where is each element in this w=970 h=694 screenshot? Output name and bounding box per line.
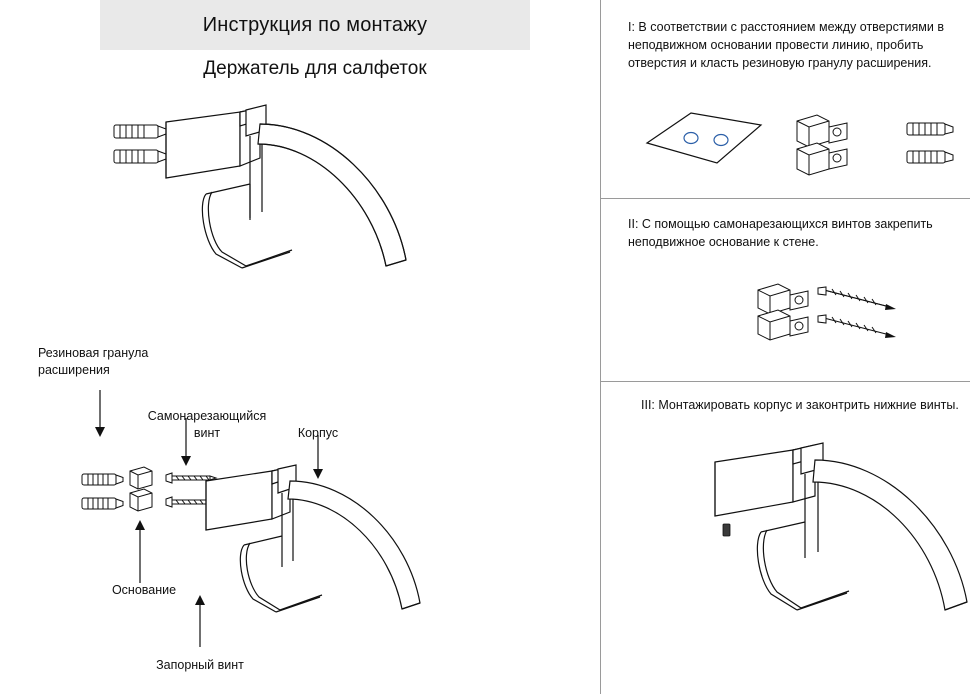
wall-plate-with-holes xyxy=(647,113,761,163)
callout-locking-screw: Запорный винт xyxy=(156,658,244,672)
curved-cover xyxy=(246,124,406,276)
step-2-parts-illustration xyxy=(746,278,970,358)
assembled-holder-illustration xyxy=(100,100,520,330)
dowel-icon-exploded-top xyxy=(82,474,123,485)
step-3-text: III: Монтажировать корпус и законтрить нижние винты. xyxy=(641,398,959,412)
dowel-icon-bottom xyxy=(114,150,166,163)
step-1-text: I: В соответствии с расстоянием между отверстиями в неподвижном основании провести линию, пробить отверстия и класть резиновую гранулу расширения. xyxy=(628,20,944,71)
screw-icon-step2-top xyxy=(818,287,896,310)
page-title: Инструкция по монтажу xyxy=(202,13,428,36)
base-block-step2 xyxy=(758,284,808,340)
arrow-screw xyxy=(181,418,191,466)
arrow-locking-screw xyxy=(195,595,205,647)
dowel-icon-step1-top xyxy=(907,123,953,135)
callout-body: Корпус xyxy=(297,426,339,440)
step-3-assembly-illustration xyxy=(701,440,970,630)
exploded-holder-assembly xyxy=(206,465,420,612)
callout-base: Основание xyxy=(111,583,177,597)
section-divider-1 xyxy=(601,198,970,199)
callout-granule: Резиновая гранула расширения xyxy=(38,346,149,377)
dowel-icon-top xyxy=(114,125,166,138)
dowel-icon-exploded-bottom xyxy=(82,498,123,509)
callout-self-tapping-screw: Самонарезающийся винт xyxy=(147,409,267,440)
step-2-text: II: С помощью самонарезающихся винтов закрепить неподвижное основание к стене. xyxy=(628,217,933,250)
arrow-base xyxy=(135,520,145,583)
exploded-view-illustration xyxy=(60,385,460,675)
mounted-holder xyxy=(715,443,967,610)
screw-icon-step2-bottom xyxy=(818,315,896,338)
page-subtitle: Держатель для салфеток xyxy=(203,58,427,79)
right-column xyxy=(601,0,970,694)
step-1-parts-illustration xyxy=(621,105,970,195)
dowel-icon-step1-bottom xyxy=(907,151,953,163)
base-block-step1 xyxy=(797,115,847,175)
arrow-granule xyxy=(95,390,105,437)
arrow-body xyxy=(313,435,323,479)
napkin-bar xyxy=(202,184,292,268)
section-divider-2 xyxy=(601,381,970,382)
base-block xyxy=(130,467,152,511)
